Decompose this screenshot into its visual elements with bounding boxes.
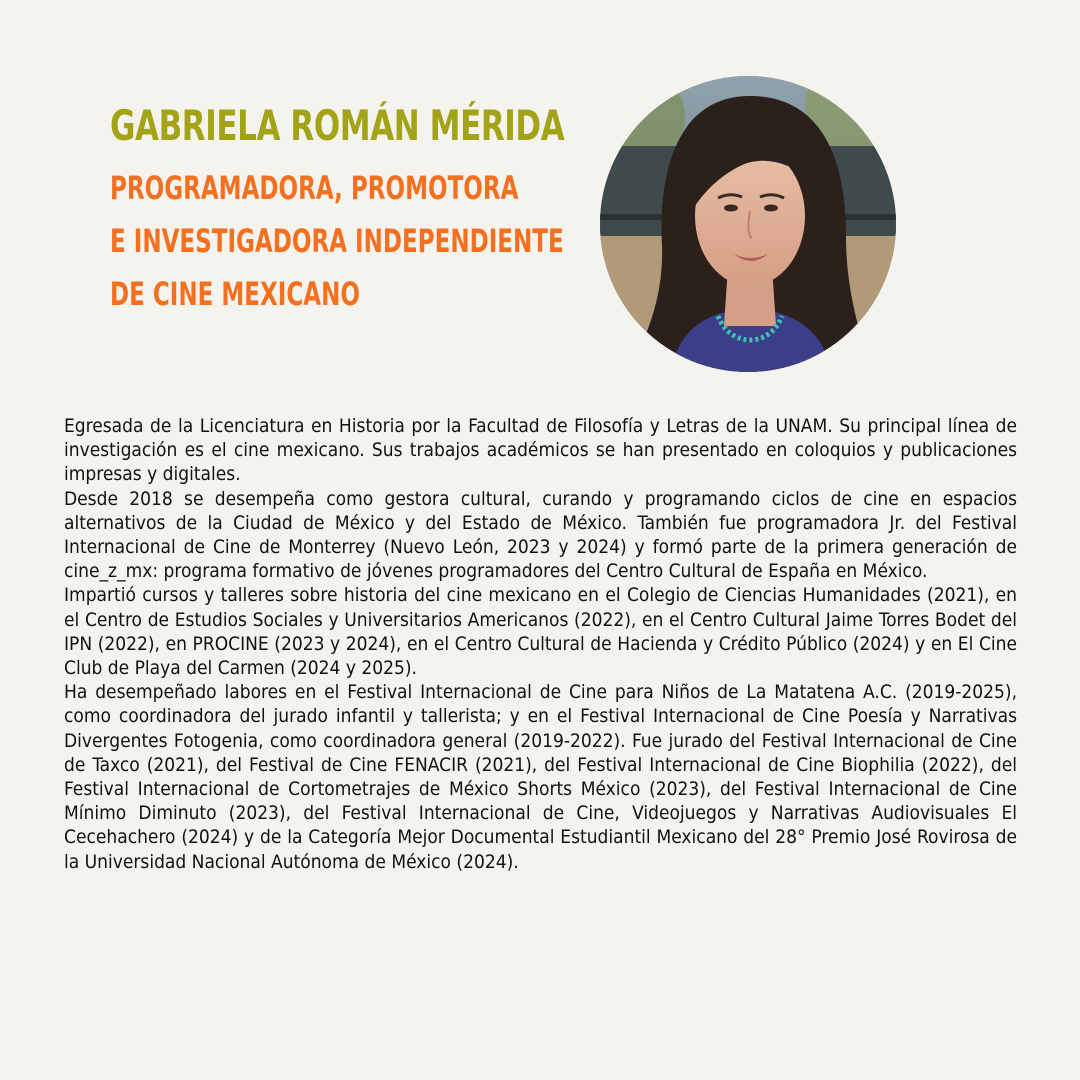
bio-paragraph: Impartió cursos y talleres sobre historia del cine mexicano en el Colegio de Ciencias Humanidades (2021), en el Centro de Estudios Sociales y Universitarios Americanos (2022), en el Centro Cultural Jaime Torres Bodet del IPN (2022), en PROCINE (2023 y 2024), en el Centro Cultural de Hacienda y Crédito Público (2024) y en El Cine Club de Playa del Carmen (2024 y 2025). (64, 584, 1017, 680)
person-name: GABRIELA ROMÁN MÉRIDA (110, 101, 565, 150)
role-title (110, 162, 590, 321)
profile-header (110, 100, 590, 321)
role-line: DE CINE MEXICANO (110, 275, 360, 313)
bio-paragraph: Ha desempeñado labores en el Festival Internacional de Cine para Niños de La Matatena A.C. (2019-2025), como coordinadora del jurado infantil y tallerista; y en el Festival Internacional de Cine Poesía y Narrativas Divergentes Fotogenia, como coordinadora general (2019-2022). Fue jurado del Festival Internacional de Cine de Taxco (2021), del Festival de Cine FENACIR (2021), del Festival Internacional de Cine Biophilia (2022), del Festival Internacional de Cortometrajes de México Shorts México (2023), del Festival Internacional de Cine Mínimo Diminuto (2023), del Festival Internacional de Cine, Videojuegos y Narrativas Audiovisuales El Cecehachero (2024) y de la Categoría Mejor Documental Estudiantil Mexicano del 28° Premio José Rovirosa de la Universidad Nacional Autónoma de México (2024). (64, 681, 1017, 873)
role-line: E INVESTIGADORA INDEPENDIENTE (110, 222, 564, 260)
bio-paragraph: Egresada de la Licenciatura en Historia por la Facultad de Filosofía y Letras de la UNAM. Su principal línea de investigación es el cine mexicano. Sus trabajos académicos se han presentado en coloquios y publicaciones impresas y digitales. (64, 415, 1017, 486)
role-line: PROGRAMADORA, PROMOTORA (110, 169, 519, 207)
portrait-illustration (600, 76, 896, 372)
profile-photo (600, 76, 896, 372)
bio-paragraph: Desde 2018 se desempeña como gestora cultural, curando y programando ciclos de cine en espacios alternativos de la Ciudad de México y del Estado de México. También fue programadora Jr. del Festival Internacional de Cine de Monterrey (Nuevo León, 2023 y 2024) y formó parte de la primera generación de cine_z_mx: programa formativo de jóvenes programadores del Centro Cultural de España en México. (64, 487, 1017, 583)
biography (64, 414, 1017, 874)
